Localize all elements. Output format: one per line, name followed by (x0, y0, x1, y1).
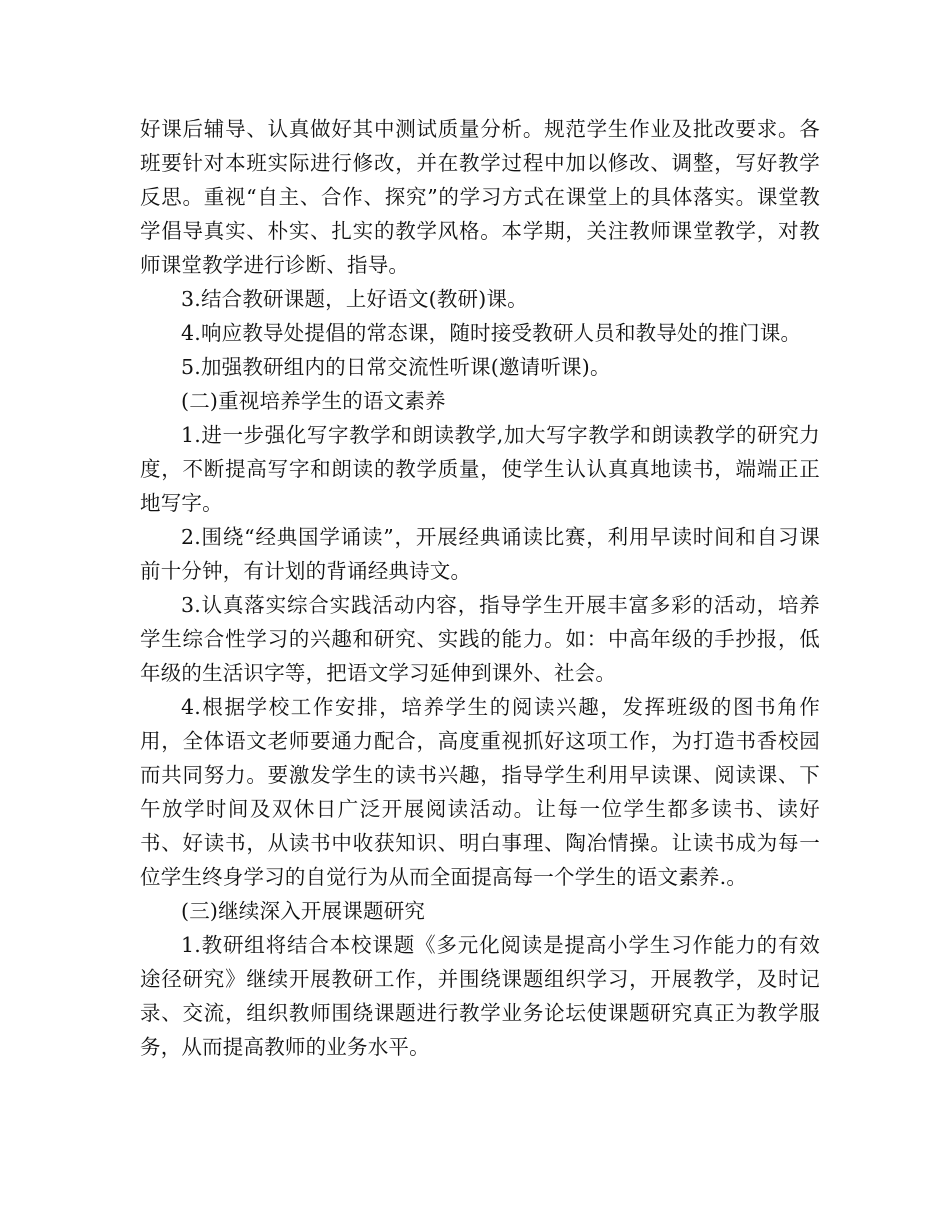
paragraph-1: 好课后辅导、认真做好其中测试质量分析。规范学生作业及批改要求。各班要针对本班实际进行修改，并在教学过程中加以修改、调整，写好教学反思。重视“自主、合作、探究”的学习方式在课堂上的具体落实。课堂教学倡导真实、朴实、扎实的教学风格。本学期，关注教师课堂教学，对教师课堂教学进行诊断、指导。 (140, 117, 820, 277)
paragraph-8: 4.根据学校工作安排，培养学生的阅读兴趣，发挥班级的图书角作用，全体语文老师要通力配合，高度重视抓好这项工作，为打造书香校园而共同努力。要激发学生的读书兴趣，指导学生利用早读课、阅读课、下午放学时间及双休日广泛开展阅读活动。让每一位学生都多读书、读好书、好读书，从读书中收获知识、明白事理、陶冶情操。让读书成为每一位学生终身学习的自觉行为从而全面提高每一个学生的语文素养.。 (140, 695, 820, 889)
paragraph-7: 3.认真落实综合实践活动内容，指导学生开展丰富多彩的活动，培养学生综合性学习的兴趣和研究、实践的能力。如：中高年级的手抄报，低年级的生活识字等，把语文学习延伸到课外、社会。 (140, 593, 820, 685)
document-body (140, 112, 820, 1064)
paragraph-9: 1.教研组将结合本校课题《多元化阅读是提高小学生习作能力的有效途径研究》继续开展教研工作，并围绕课题组织学习，开展教学，及时记录、交流，组织教师围绕课题进行教学业务论坛使课题研究真正为教学服务，从而提高教师的业务水平。 (140, 933, 820, 1059)
paragraph-4: 5.加强教研组内的日常交流性听课(邀请听课)。 (181, 355, 611, 379)
section-heading-3: (三)继续深入开展课题研究 (181, 899, 426, 923)
section-heading-2: (二)重视培养学生的语文素养 (181, 389, 446, 413)
paragraph-3: 4.响应教导处提倡的常态课，随时接受教研人员和教导处的推门课。 (181, 321, 802, 345)
paragraph-5: 1.进一步强化写字教学和朗读教学,加大写字教学和朗读教学的研究力度，不断提高写字和朗读的教学质量，使学生认认真真地读书，端端正正地写字。 (140, 423, 820, 515)
paragraph-2: 3.结合教研课题，上好语文(教研)课。 (181, 287, 528, 311)
paragraph-6: 2.围绕“经典国学诵读”，开展经典诵读比赛，利用早读时间和自习课前十分钟，有计划的背诵经典诗文。 (140, 525, 820, 583)
